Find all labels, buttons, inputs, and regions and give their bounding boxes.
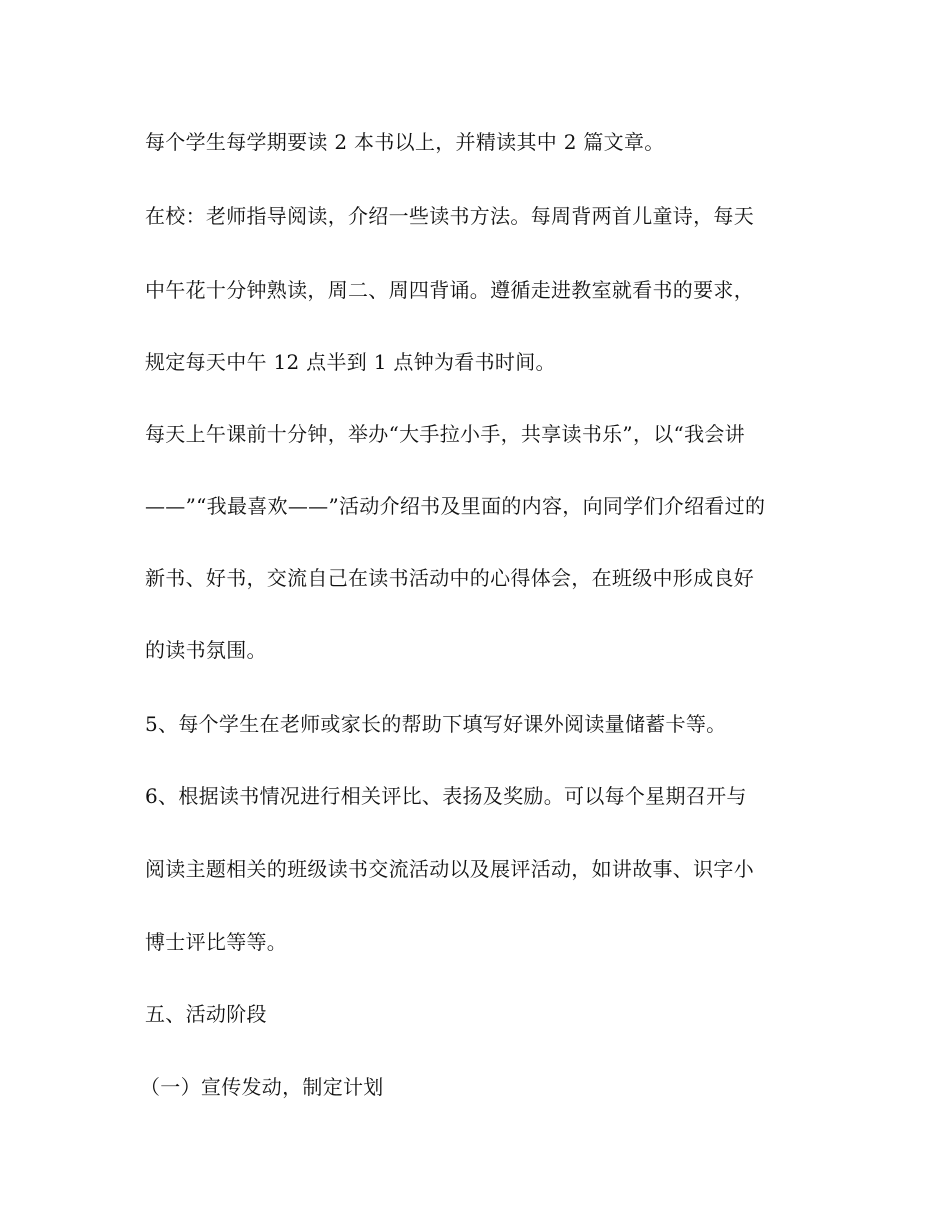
- text-line-1: 每个学生每学期要读 2 本书以上，并精读其中 2 篇文章。: [145, 130, 665, 154]
- text-line-7: 新书、好书，交流自己在读书活动中的心得体会，在班级中形成良好: [145, 566, 754, 590]
- text-line-4: 规定每天中午 12 点半到 1 点钟为看书时间。: [145, 350, 556, 374]
- text-line-6: ——”“我最喜欢——”活动介绍书及里面的内容，向同学们介绍看过的: [145, 494, 766, 518]
- text-line-2: 在校：老师指导阅读，介绍一些读书方法。每周背两首儿童诗，每天: [145, 204, 754, 228]
- section-heading: 五、活动阶段: [145, 1002, 267, 1026]
- text-line-8: 的读书氛围。: [145, 638, 267, 662]
- text-line-9: 5、每个学生在老师或家长的帮助下填写好课外阅读量储蓄卡等。: [145, 712, 727, 736]
- text-line-11: 阅读主题相关的班级读书交流活动以及展评活动，如讲故事、识字小: [145, 857, 754, 881]
- text-line-5: 每天上午课前十分钟，举办“大手拉小手，共享读书乐”，以“我会讲: [145, 422, 745, 446]
- text-line-10: 6、根据读书情况进行相关评比、表扬及奖励。可以每个星期召开与: [145, 784, 747, 808]
- text-line-12: 博士评比等等。: [145, 930, 288, 954]
- text-line-3: 中午花十分钟熟读，周二、周四背诵。遵循走进教室就看书的要求，: [145, 278, 754, 302]
- subsection-heading: （一）宣传发动，制定计划: [140, 1075, 384, 1099]
